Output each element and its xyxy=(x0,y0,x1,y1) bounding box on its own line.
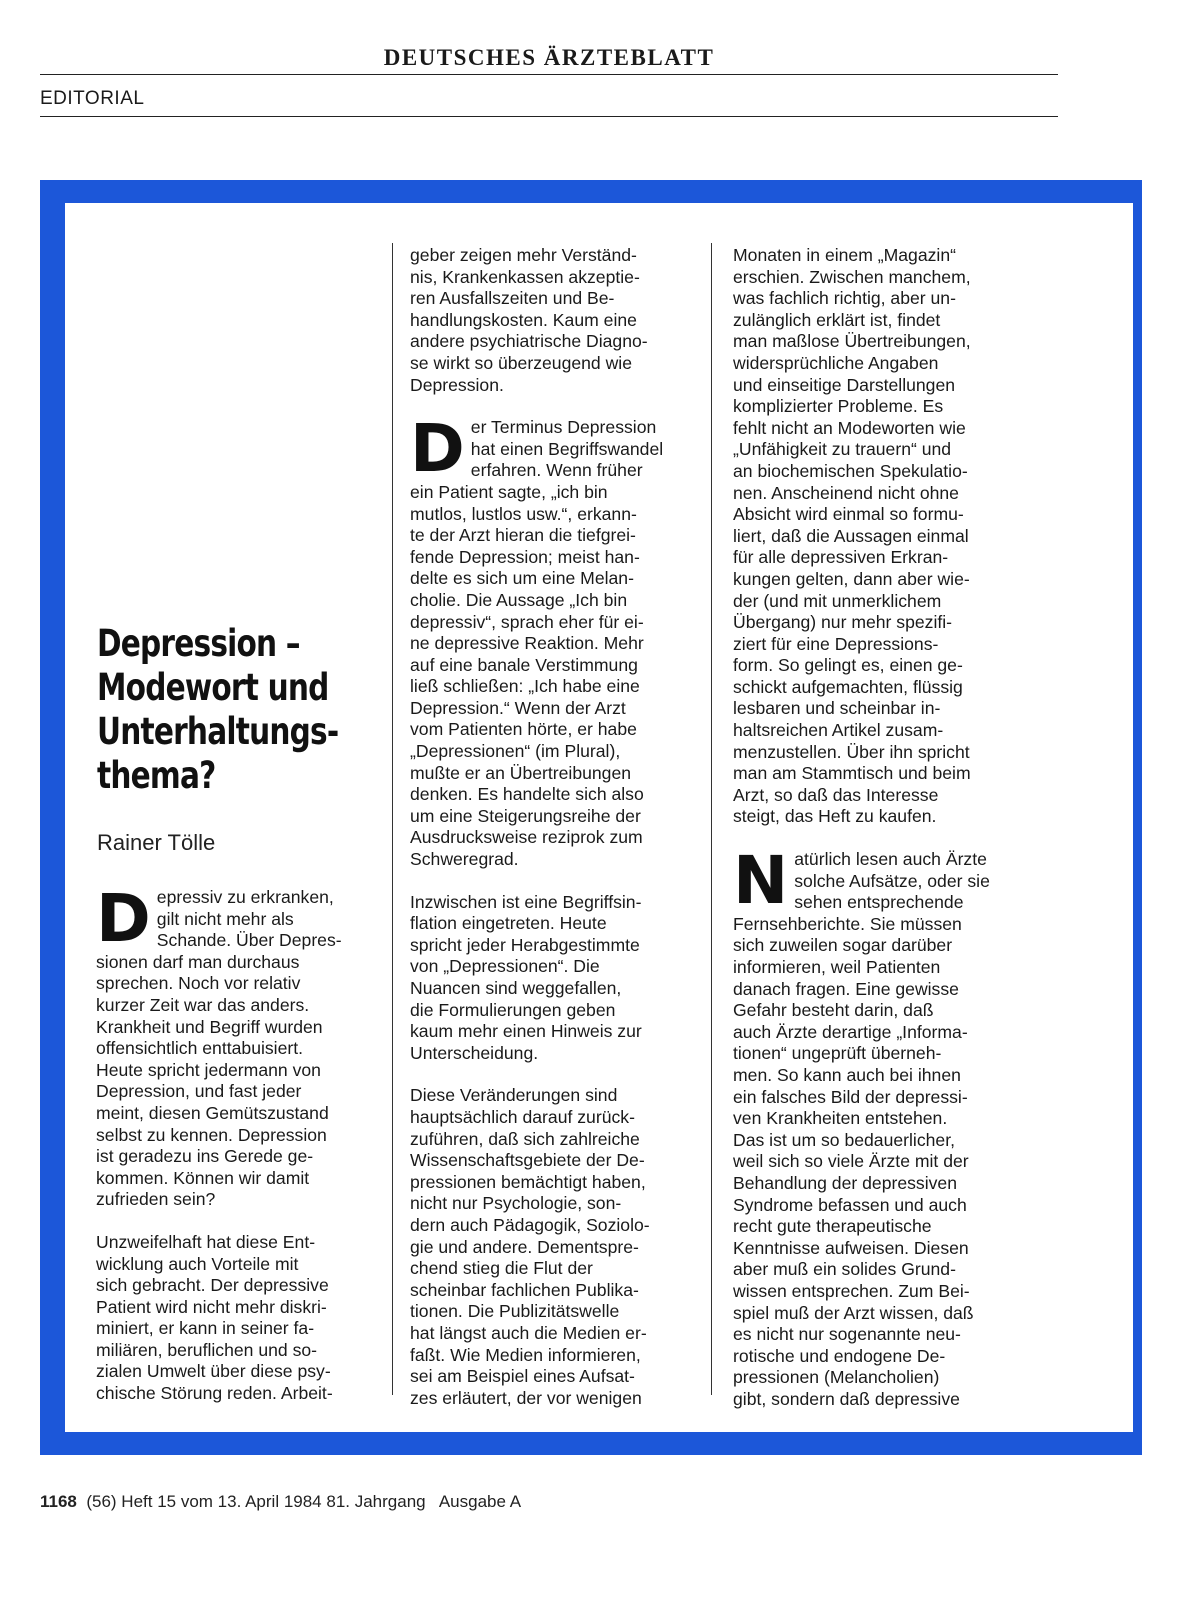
paragraph xyxy=(410,892,695,1065)
paragraph xyxy=(96,880,376,1211)
text-line: weil sich so viele Ärzte mit der xyxy=(733,1151,969,1172)
text-line: miniert, er kann in seiner fa- xyxy=(96,1318,315,1339)
text-line: mußte er an Übertreibungen xyxy=(410,762,632,783)
text-line: wissen entsprechen. Zum Bei- xyxy=(733,1280,970,1301)
text-line: Depression, und fast jeder xyxy=(96,1081,302,1102)
column-3 xyxy=(733,245,1023,1431)
paragraph xyxy=(410,410,695,870)
text-line: handlungskosten. Kaum eine xyxy=(410,309,637,330)
text-line: geber zeigen mehr Verständ- xyxy=(410,245,637,265)
text-line: er Terminus Depression xyxy=(470,417,657,438)
text-line: es nicht nur sogenannte neu- xyxy=(733,1324,961,1345)
text-line: zialen Umwelt über diese psy- xyxy=(96,1361,331,1382)
text-line: man am Stammtisch und beim xyxy=(733,763,971,784)
text-line: Diese Veränderungen sind xyxy=(410,1085,618,1106)
text-line: komplizierter Probleme. Es xyxy=(733,396,944,417)
title-line: Unterhaltungs- xyxy=(97,710,339,753)
text-line: zulänglich erklärt ist, findet xyxy=(733,309,941,330)
section-rule xyxy=(40,116,1058,117)
text-line: se wirkt so überzeugend wie xyxy=(410,352,632,373)
paragraph xyxy=(410,1085,695,1409)
text-line: die Formulierungen geben xyxy=(410,999,616,1020)
text-line: sich gebracht. Der depressive xyxy=(96,1275,329,1296)
text-line: danach fragen. Eine gewisse xyxy=(733,978,959,999)
text-line: „Unfähigkeit zu trauern“ und xyxy=(733,439,952,460)
text-line: depressiv“, sprach eher für ei- xyxy=(410,611,644,632)
text-line: fehlt nicht an Modeworten wie xyxy=(733,417,966,438)
text-line: kurzer Zeit war das anders. xyxy=(96,994,310,1015)
text-line: sprechen. Noch vor relativ xyxy=(96,973,301,994)
text-line: zufrieden sein? xyxy=(96,1189,216,1210)
text-line: ein Patient sagte, „ich bin xyxy=(410,481,608,502)
text-line: zes erläutert, der vor wenigen xyxy=(410,1387,642,1408)
text-line: sei am Beispiel eines Aufsat- xyxy=(410,1366,635,1387)
text-line: te der Arzt hieran die tiefgrei- xyxy=(410,525,636,546)
text-line: erfahren. Wenn früher xyxy=(470,460,643,481)
text-line: Behandlung der depressiven xyxy=(733,1172,957,1193)
text-line: mutlos, lustlos usw.“, erkann- xyxy=(410,503,637,524)
drop-cap: N xyxy=(733,842,789,920)
text-line: nicht nur Psychologie, son- xyxy=(410,1193,622,1214)
text-line: kaum mehr einen Hinweis zur xyxy=(410,1021,642,1042)
text-line: Schande. Über Depres- xyxy=(156,930,342,951)
text-line: Arzt, so daß das Interesse xyxy=(733,784,939,805)
text-line: kommen. Können wir damit xyxy=(96,1167,310,1188)
text-line: nis, Krankenkassen akzeptie- xyxy=(410,266,640,287)
text-line: auch Ärzte derartige „Informa- xyxy=(733,1021,968,1042)
text-line: miliären, beruflichen und so- xyxy=(96,1339,318,1360)
text-line: tionen“ ungeprüft übernеh- xyxy=(733,1043,942,1064)
text-line: Übergang) nur mehr spezifi- xyxy=(733,612,953,633)
text-line: Depression.“ Wenn der Arzt xyxy=(410,697,626,718)
text-line: nen. Anscheinend nicht ohne xyxy=(733,482,959,503)
text-line: selbst zu kennen. Depression xyxy=(96,1124,327,1145)
text-line: und einseitige Darstellungen xyxy=(733,374,956,395)
text-line: ist geradezu ins Gerede ge- xyxy=(96,1146,314,1167)
text-line: scheinbar fachlichen Publika- xyxy=(410,1279,639,1300)
text-line: cholie. Die Aussage „Ich bin xyxy=(410,589,628,610)
masthead-rule xyxy=(40,74,1058,75)
text-line: Syndrome befassen und auch xyxy=(733,1194,967,1215)
text-line: ren Ausfallszeiten und Be- xyxy=(410,288,615,309)
title-line: Depression – xyxy=(97,622,300,665)
column-rule-1 xyxy=(392,243,393,1395)
text-line: hat einen Begriffswandel xyxy=(470,438,664,459)
text-line: Inzwischen ist eine Begriffsin- xyxy=(410,891,642,912)
text-line: atürlich lesen auch Ärzte xyxy=(794,849,987,870)
text-line: ließ schließen: „Ich habe eine xyxy=(410,676,640,697)
text-line: ziert für eine Depressions- xyxy=(733,633,939,654)
text-line: faßt. Wie Medien informieren, xyxy=(410,1344,641,1365)
text-line: vom Patienten hörte, er habe xyxy=(410,719,637,740)
text-line: Das ist um so bedauerlicher, xyxy=(733,1129,955,1150)
text-line: was fachlich richtig, aber un- xyxy=(733,288,956,309)
text-line: gibt, sondern daß depressive xyxy=(733,1388,960,1409)
text-line: Monaten in einem „Magazin“ xyxy=(733,245,956,265)
text-line: Ausdrucksweise reziprok zum xyxy=(410,827,643,848)
text-line: haltsreichen Artikel zusam- xyxy=(733,720,944,741)
text-line: „Depressionen“ (im Plural), xyxy=(410,741,621,762)
text-line: form. So gelingt es, einen ge- xyxy=(733,655,963,676)
text-line: aber muß ein solides Grund- xyxy=(733,1259,956,1280)
text-line: chend stieg die Flut der xyxy=(410,1258,593,1279)
footer xyxy=(40,1492,521,1512)
text-line: erschien. Zwischen manchem, xyxy=(733,266,971,287)
text-line: liert, daß die Aussagen einmal xyxy=(733,525,969,546)
text-line: dern auch Pädagogik, Soziolo- xyxy=(410,1214,650,1235)
text-line: flation eingetreten. Heute xyxy=(410,913,607,934)
text-line: hat längst auch die Medien er- xyxy=(410,1322,647,1343)
text-line: Patient wird nicht mehr diskri- xyxy=(96,1296,327,1317)
column-rule-2 xyxy=(711,243,712,1395)
text-line: an biochemischen Spekulatio- xyxy=(733,460,968,481)
text-line: Wissenschaftsgebiete der De- xyxy=(410,1150,645,1171)
title-line: Modewort und xyxy=(97,666,329,709)
text-line: sich zuweilen sogar darüber xyxy=(733,935,953,956)
text-line: epressiv zu erkranken, xyxy=(156,887,334,907)
text-line: offensichtlich enttabuisiert. xyxy=(96,1038,304,1059)
text-line: von „Depressionen“. Die xyxy=(410,956,600,977)
text-line: schickt aufgemachten, flüssig xyxy=(733,676,963,697)
drop-cap: D xyxy=(410,410,465,488)
text-line: spiel muß der Arzt wissen, daß xyxy=(733,1302,974,1323)
text-line: hauptsächlich darauf zurück- xyxy=(410,1106,635,1127)
text-line: Nuancen sind weggefallen, xyxy=(410,978,622,998)
text-line: Depression. xyxy=(410,374,504,395)
text-line: pressionen (Melancholien) xyxy=(733,1367,940,1388)
text-line: denken. Es handelte sich also xyxy=(410,784,644,805)
paragraph xyxy=(733,842,1023,1410)
text-line: ven Krankheiten entstehen. xyxy=(733,1108,948,1129)
text-line: widersprüchliche Angaben xyxy=(733,352,939,373)
column-1 xyxy=(96,880,376,1426)
text-line: informieren, weil Patienten xyxy=(733,957,941,977)
text-line: recht gute therapeutische xyxy=(733,1216,932,1237)
text-line: gie und andere. Dementspre- xyxy=(410,1236,639,1257)
text-line: steigt, das Heft zu kaufen. xyxy=(733,806,937,827)
text-line: sionen darf man durchaus xyxy=(96,951,300,972)
drop-cap: D xyxy=(96,880,151,957)
text-line: Gefahr besteht darin, daß xyxy=(733,1000,934,1021)
text-line: rotische und endogene De- xyxy=(733,1345,946,1366)
paragraph xyxy=(96,1232,376,1405)
text-line: der (und mit unmerklichem xyxy=(733,590,942,611)
issue-info: (56) Heft 15 vom 13. April 1984 81. Jahrgang Ausgabe A xyxy=(86,1492,522,1511)
text-line: um eine Steigerungsreihe der xyxy=(410,805,641,826)
text-line: solche Aufsätze, oder sie xyxy=(794,870,990,891)
section-label: EDITORIAL xyxy=(40,88,145,109)
text-line: andere psychiatrische Diagno- xyxy=(410,331,648,352)
text-line: fende Depression; meist han- xyxy=(410,546,640,567)
page-number: 1168 xyxy=(40,1492,77,1511)
text-line: man maßlose Übertreibungen, xyxy=(733,331,971,352)
text-line: gilt nicht mehr als xyxy=(156,908,294,929)
text-line: auf eine banale Verstimmung xyxy=(410,654,638,675)
paragraph xyxy=(733,245,1023,828)
text-line: pressionen bemächtigt haben, xyxy=(410,1171,646,1192)
article-title xyxy=(97,622,339,798)
title-line: thema? xyxy=(97,754,216,797)
paragraph xyxy=(410,245,695,396)
text-line: tionen. Die Publizitätswelle xyxy=(410,1301,620,1322)
text-line: Absicht wird einmal so formu- xyxy=(733,504,964,525)
text-line: Krankheit und Begriff wurden xyxy=(96,1016,323,1037)
text-line: ne depressive Reaktion. Mehr xyxy=(410,633,644,654)
article-author: Rainer Tölle xyxy=(97,830,216,855)
text-line: spricht jeder Herabgestimmte xyxy=(410,934,640,955)
text-line: sehen entsprechende xyxy=(794,892,964,913)
text-line: menzustellen. Über ihn spricht xyxy=(733,741,970,762)
text-line: meint, diesen Gemütszustand xyxy=(96,1102,329,1123)
text-line: Unterscheidung. xyxy=(410,1042,539,1063)
text-line: men. So kann auch bei ihnen xyxy=(733,1064,961,1085)
text-line: wicklung auch Vorteile mit xyxy=(96,1253,299,1274)
text-line: Kenntnisse aufweisen. Diesen xyxy=(733,1237,969,1258)
text-line: ein falsches Bild der depressi- xyxy=(733,1086,968,1107)
text-line: Fernsehberichte. Sie müssen xyxy=(733,913,962,934)
text-line: kungen gelten, dann aber wie- xyxy=(733,568,970,589)
text-line: Unzweifelhaft hat diese Ent- xyxy=(96,1231,316,1252)
text-line: für alle depressiven Erkran- xyxy=(733,547,949,568)
text-line: zuführen, daß sich zahlreiche xyxy=(410,1128,640,1149)
text-line: Schweregrad. xyxy=(410,849,519,870)
text-line: Heute spricht jedermann von xyxy=(96,1059,321,1080)
masthead: DEUTSCHES ÄRZTEBLATT xyxy=(383,45,715,70)
column-2 xyxy=(410,245,695,1430)
text-line: delte es sich um eine Melan- xyxy=(410,568,634,589)
text-line: chische Störung reden. Arbeit- xyxy=(96,1383,333,1404)
text-line: lesbaren und scheinbar in- xyxy=(733,698,941,719)
